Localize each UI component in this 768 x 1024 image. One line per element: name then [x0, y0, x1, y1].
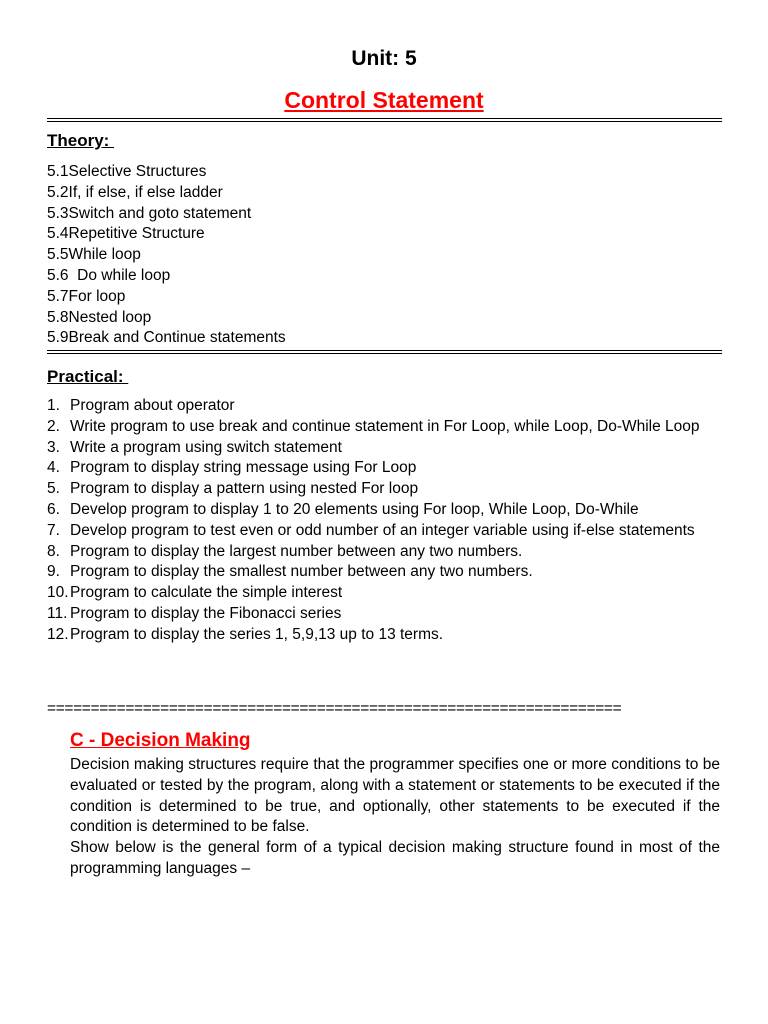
practical-item-number: 10.	[47, 584, 69, 602]
practical-item-number: 6.	[47, 500, 60, 518]
theory-item: 5.9Break and Continue statements	[47, 329, 286, 347]
practical-item-text: Program about operator	[70, 397, 235, 414]
practical-item-text: Develop program to display 1 to 20 elements using For loop, While Loop, Do-While	[70, 500, 639, 518]
practical-item	[47, 396, 721, 417]
practical-item-number: 4.	[47, 459, 60, 477]
page-title: Control Statement	[284, 87, 484, 113]
practical-item-number: 9.	[47, 563, 60, 581]
practical-item	[47, 562, 721, 583]
theory-heading: Theory:	[47, 131, 115, 150]
practical-item-text: Develop program to test even or odd number of an integer variable using if-else statements	[70, 521, 695, 539]
practical-item-number: 1.	[47, 397, 60, 414]
theory-item: 5.7For loop	[47, 287, 126, 305]
practical-item-number: 11.	[47, 604, 68, 622]
practical-item	[47, 458, 721, 479]
practical-item-number: 12.	[47, 625, 69, 643]
decision-making-heading: C - Decision Making	[70, 730, 251, 751]
theory-item: 5.3Switch and goto statement	[47, 204, 252, 222]
practical-item-number: 7.	[47, 521, 60, 539]
practical-item	[47, 438, 721, 459]
practical-item-text: Program to display string message using For Loop	[70, 459, 417, 477]
practical-item	[47, 417, 721, 438]
practical-item-number: 5.	[47, 480, 60, 498]
practical-item-text: Program to display the smallest number between any two numbers.	[70, 563, 533, 581]
double-divider	[47, 350, 722, 354]
theory-item: 5.4Repetitive Structure	[47, 225, 205, 243]
practical-heading: Practical:	[47, 367, 129, 386]
unit-title: Unit: 5	[351, 47, 417, 70]
practical-item-text: Program to display the Fibonacci series	[70, 604, 342, 622]
practical-list	[47, 396, 721, 646]
decision-making-body	[70, 755, 720, 880]
practical-item-number: 8.	[47, 542, 60, 560]
practical-item	[47, 521, 721, 542]
practical-item-text: Program to calculate the simple interest	[70, 584, 343, 602]
paragraph: Decision making structures require that the programmer specifies one or more conditions to be evaluated or tested by the program, along with a statement or statements to be executed if the condition is determined to be true, and optionally, other statements to be executed if the condition is determined to be false.	[70, 756, 720, 836]
practical-item-number: 3.	[47, 438, 60, 456]
theory-item: 5.6 Do while loop	[47, 266, 171, 284]
practical-item-text: Write a program using switch statement	[70, 438, 342, 456]
equals-separator: ==================================================================	[47, 700, 622, 717]
practical-item	[47, 604, 721, 625]
practical-item-text: Program to display the series 1, 5,9,13 up to 13 terms.	[70, 625, 444, 643]
theory-list	[47, 162, 286, 349]
double-divider	[47, 118, 722, 122]
practical-item	[47, 479, 721, 500]
theory-item: 5.2If, if else, if else ladder	[47, 183, 223, 201]
practical-item	[47, 625, 721, 646]
practical-item	[47, 500, 721, 521]
practical-item	[47, 583, 721, 604]
theory-item: 5.8Nested loop	[47, 308, 152, 326]
practical-item-text: Program to display a pattern using nested For loop	[70, 480, 419, 498]
practical-item-text: Program to display the largest number between any two numbers.	[70, 542, 523, 560]
theory-item: 5.1Selective Structures	[47, 163, 207, 180]
paragraph: Show below is the general form of a typical decision making structure found in most of the programming languages –	[70, 839, 720, 877]
practical-item-number: 2.	[47, 417, 60, 435]
practical-item-text: Write program to use break and continue statement in For Loop, while Loop, Do-While Loop	[70, 417, 700, 435]
theory-item: 5.5While loop	[47, 246, 141, 264]
practical-item	[47, 542, 721, 563]
